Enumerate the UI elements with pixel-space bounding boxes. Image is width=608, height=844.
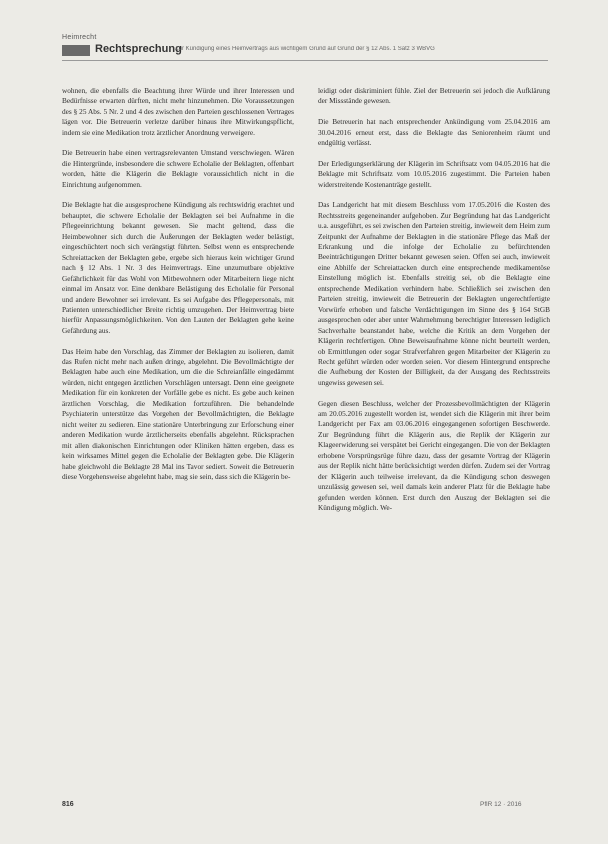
section-header xyxy=(62,44,548,58)
paragraph: Der Erledigungserklärung der Klägerin im Schriftsatz vom 04.05.2016 hat die Beklagte mit Schriftsatz vom 10.05.2016 zugestimmt. Die Parteien haben widerstreitende Kostenanträge gestellt. xyxy=(318,158,550,189)
page-number: 816 xyxy=(62,801,74,808)
left-column xyxy=(62,86,294,493)
paragraph: Das Landgericht hat mit diesem Beschluss vom 17.05.2016 die Kosten des Rechtsstreits gegeneinander aufgehoben. Zur Begründung hat das Landgericht u.a. ausgeführt, es sei zwischen den Parteien streitig, inwieweit dem Heim zum Zeitpunkt der Aufnahme der Beklagten in die stationäre Pflege das Maß der Erkrankung und die infolge der Echolalie zu befürchtenden Beeinträchtigungen Dritter bekannt gewesen seien. Offen sei auch, inwieweit eine Abhilfe der Schreiattacken durch eine entsprechende medikamentöse Einstellung möglich ist. Ebenfalls streitig sei, ob die Beklagte eine entsprechende Medikation verhindern habe. Schließlich sei zwischen den Parteien streitig, inwieweit die Betreuerin der Beklagten ungerechtfertigte Vorwürfe erhoben und falsche Verdächtigungen im Sinne des § 164 StGB ausgesprochen oder aber unter Wahrnehmung berechtigter Interessen lediglich Sachverhalte beanstandet habe, welche die Kritik an dem Vorgehen der Klägerin rechtfertigen. Ohne Beweisaufnahme könne nicht beurteilt werden, ob Ermittlungen oder sogar Strafverfahren gegen Mitarbeiter der Klägerin zu Recht geführt würden oder worden seien. Vor diesem Hintergrund entspreche die Aufhebung der Kosten der Billigkeit, da der Ausgang des Rechtsstreits ungewiss gewesen sei. xyxy=(318,200,550,387)
paragraph: Die Betreuerin habe einen vertragsrelevanten Umstand verschwiegen. Wären die Hintergründe, insbesondere die schwere Echolalie der Beklagten, offenbart worden, hätte die Klägerin die Beklagte voraussichtlich nicht in die Einrichtung aufgenommen. xyxy=(62,148,294,189)
section-marker xyxy=(62,45,90,56)
paragraph: Gegen diesen Beschluss, welcher der Prozessbevollmächtigten der Klägerin am 20.05.2016 zugestellt worden ist, wendet sich die Klägerin mit ihrer beim Landgericht per Fax am 03.06.2016 eingegangenen sofortigen Beschwerde. Zur Begründung führt die Klägerin aus, die Replik der Klägerin zur Klageerwiderung sei verspätet bei Gericht eingegangen. Die von der Beklagten erhobene Vorsprüngsrüge führe dazu, dass der gesamte Vortrag der Klägerin aus der Replik nicht hätte berücksichtigt werden dürfen. Zudem sei der Vortrag der Klägerin auch teilweise irrelevant, da die Kündigung schon deswegen unzulässig gewesen sei, weil damals kein anderer Platz für die Beklagte habe gefunden werden können. Erst durch den Auszug der Beklagten sei die Kündigung möglich. We- xyxy=(318,398,550,513)
paragraph: Das Heim habe den Vorschlag, das Zimmer der Beklagten zu isolieren, damit das Rufen nicht mehr nach außen dringe, abgelehnt. Die Bevollmächtigte der Beklagten habe auch eine Medikation, um die die Schreianfälle eingedämmt würden, nicht entgegen ärztlichen Vorschlägen untersagt. Denn eine geeignete Medikation für ein konkreten der Vorfälle gebe es nicht. Es gebe auch keinen ärztlichen Vorschlag, die Medikation fortzuführen. Die behandelnde Psychiaterin unterstütze das Vorgehen der Bevollmächtigten, die Beklagte nicht weiter zu sedieren. Eine stationäre Unterbringung zur Erforschung einer anderen Medikation wurde ärztlicherseits ebenfalls abgelehnt. Rücksprachen mit allen diakonischen Einrichtungen oder Kliniken hätten ergeben, dass es kein wirksames Mittel gegen die Echolalie der Beklagten gebe. Die Klägerin habe gleichwohl die Beklagte 28 Mal ins Tavor sediert. Soweit die Betreuerin diese Vorgehensweise abgelehnt habe, mag sie sein, dass sich die Klägerin be- xyxy=(62,346,294,481)
paragraph: Die Betreuerin hat nach entsprechender Ankündigung vom 25.04.2016 am 30.04.2016 erneut erst, dass die Beklagte das Seniorenheim räumt und endgültig verlässt. xyxy=(318,117,550,147)
journal-brand: Heimrecht xyxy=(62,34,97,41)
header-rule xyxy=(62,60,548,61)
paragraph: Die Beklagte hat die ausgesprochene Kündigung als rechtswidrig erachtet und behauptet, die schwere Echolalie der Beklagten sei bei Aufnahme in die Pflegeeinrichtung bekannt gewesen. Sie macht geltend, dass die Heimbewohner sich durch die Äußerungen der Beklagten weder belästigt, eingeschüchtert noch sich verängstigt führten. Selbst wenn es entsprechende Schreiattacken der Beklagten gebe, ergebe sich hieraus kein wichtiger Grund nach § 12 Abs. 1 Nr. 3 des Heimvertrags. Eine unzumutbare objektive Gefährlichkeit für das Wohl von Mitbewohnern oder Mitarbeitern liege nicht einmal im Ansatz vor. Eine denkbare Belästigung des Echolalie für Personal und andere Bewohner sei irrelevant. Es sei Aufgabe des Pflegepersonals, mit Patienten unterschiedlicher Breite richtig umzugehen. Der Heimvertrag biete hierfür Anpassungsmöglichkeiten. Von den Lauten der Beklagten gehe keine Gefährdung aus. xyxy=(62,200,294,335)
paragraph: leidigt oder diskriminiert fühle. Ziel der Betreuerin sei jedoch die Aufklärung der Missstände gewesen. xyxy=(318,86,550,106)
section-subtitle: Zur Kündigung eines Heimvertrags aus wichtigem Grund auf Grund der § 12 Abs. 1 Satz 3 WBVG xyxy=(175,46,435,52)
journal-issue: PflR 12 · 2016 xyxy=(480,801,522,808)
section-title: Rechtsprechung xyxy=(95,43,182,55)
right-column xyxy=(318,86,550,524)
paragraph: wohnen, die ebenfalls die Beachtung ihrer Würde und ihrer Interessen und Bedürfnisse erwarten dürften, nicht mehr hinzunehmen. Die Voraussetzungen des § 25 Abs. 5 Nr. 2 und 4 des zwischen den Parteien geschlossenen Vertrages lägen vor. Die Betreuerin verletze darüber hinaus ihre Mitwirkungspflicht, indem sie eine Medikation trotz ärztlicher Anordnung verweigere. xyxy=(62,86,294,137)
